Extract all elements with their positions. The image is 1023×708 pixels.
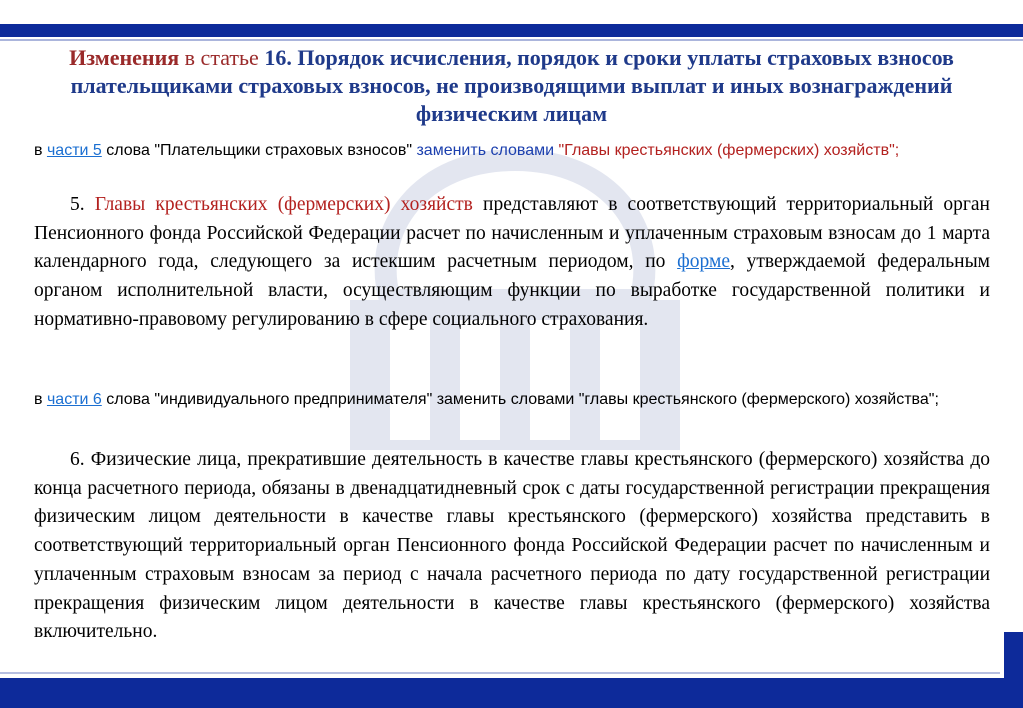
top-brand-bar bbox=[0, 24, 1023, 37]
note1-replacement: "Главы крестьянских (фермерских) хозяйств"; bbox=[558, 142, 900, 159]
note1-action: заменить словами bbox=[416, 142, 555, 159]
corner-accent bbox=[1004, 632, 1023, 682]
top-brand-line bbox=[0, 39, 1023, 41]
page-title bbox=[40, 44, 983, 128]
bottom-brand-line bbox=[0, 672, 1000, 674]
link-part-6[interactable]: части 6 bbox=[46, 391, 102, 408]
title-article-name: 16. Порядок исчисления, порядок и сроки уплаты страховых взносов плательщиками страховых взносов, не производящими выплат и иных вознаграждений физическим лицам bbox=[70, 45, 954, 126]
article-part-5: 5. Главы крестьянских (фермерских) хозяйств представляют в соответствующий территориальный орган Пенсионного фонда Российской Федерации расчет по начисленным и уплаченным страховым взносам до 1 марта календарного года, следующего за истекшим расчетным периодом, по форме, утверждаемой федеральным органом исполнительной власти, осуществляющим функции по выработке государственной политики и нормативно-правовому регулированию в сфере социального страхования. bbox=[34, 194, 991, 330]
article-part-6: 6. Физические лица, прекратившие деятельность в качестве главы крестьянского (фермерского) хозяйства до конца расчетного периода, обязаны в двенадцатидневный срок с даты государственной регистрации прекращения физическим лицом деятельности в качестве главы крестьянского (фермерского) хозяйства представить в соответствующий территориальный орган Пенсионного фонда Российской Федерации расчет по начисленным и уплаченным страховым взносам за период с начала расчетного периода по дату государственной регистрации прекращения физическим лицом деятельности в качестве главы крестьянского (фермерского) хозяйства включительно. bbox=[34, 449, 990, 643]
amendment-note-part6: в части 6 слова "индивидуального предпринимателя" заменить словами "главы крестьянского (фермерского) хозяйства"; bbox=[34, 391, 939, 408]
note2-rest: слова "индивидуального предпринимателя" заменить словами "главы крестьянского (фермерского) хозяйства"; bbox=[106, 391, 939, 408]
title-in-article: в статье bbox=[184, 45, 259, 70]
title-changes-word: Изменения bbox=[69, 45, 180, 70]
note1-words: слова "Плательщики страховых взносов" bbox=[106, 142, 412, 159]
link-part-5[interactable]: части 5 bbox=[46, 142, 102, 159]
link-form[interactable]: форме bbox=[677, 251, 730, 273]
bottom-brand-bar bbox=[0, 678, 1023, 708]
para5-highlight: Главы крестьянских (фермерских) хозяйств bbox=[94, 194, 473, 215]
amendment-note-part5: в части 5 слова "Плательщики страховых взносов" заменить словами "Главы крестьянских (фермерских) хозяйств"; bbox=[34, 142, 900, 159]
